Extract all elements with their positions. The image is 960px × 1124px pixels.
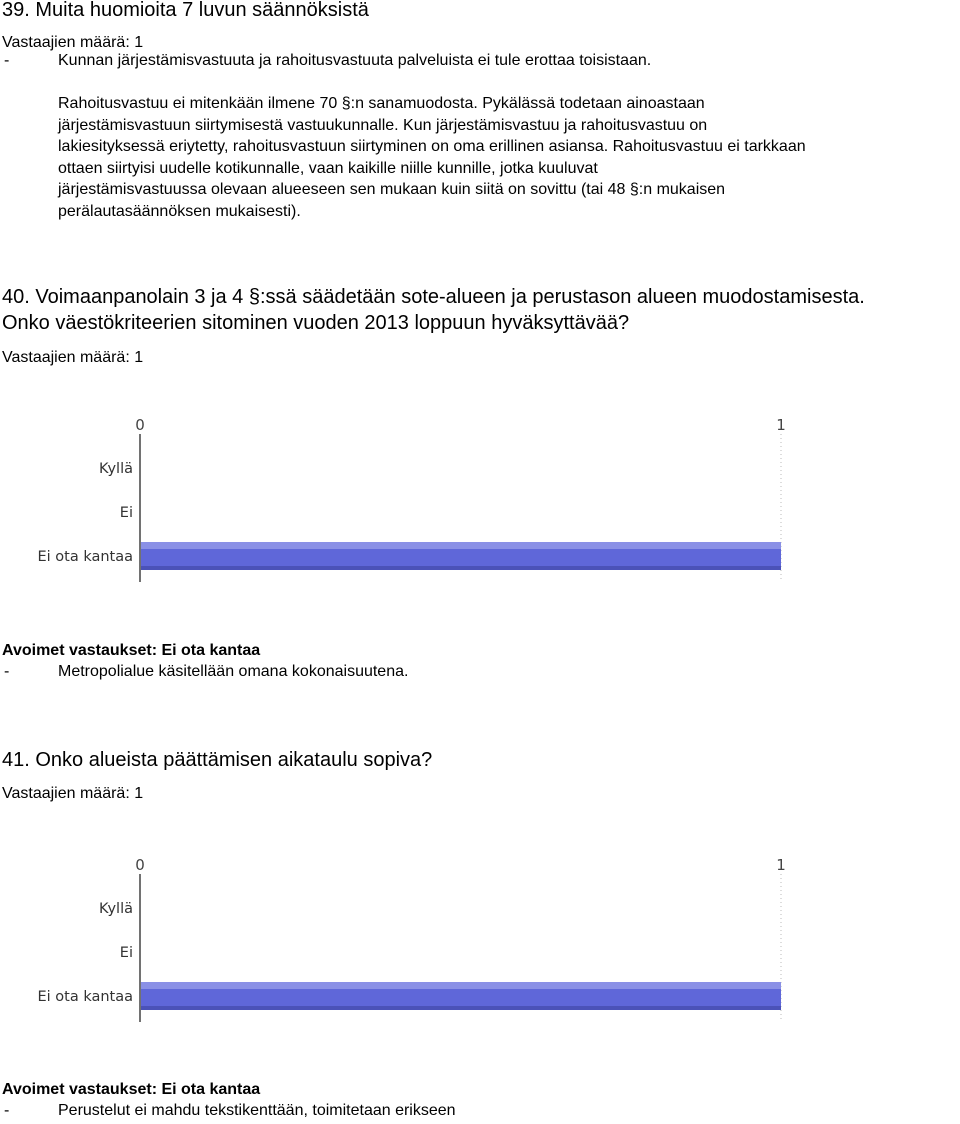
category-label: Ei bbox=[119, 945, 133, 961]
q40-respondent-count: Vastaajien määrä: 1 bbox=[2, 349, 144, 366]
q41-bar-chart bbox=[0, 850, 960, 1030]
bullet-dash: - bbox=[4, 1102, 10, 1119]
q39-answer-text: Kunnan järjestämisvastuuta ja rahoitusvastuuta palveluista ei tule erottaa toisistaan. bbox=[58, 52, 652, 69]
category-label: Kyllä bbox=[99, 461, 133, 477]
q41-respondent-count: Vastaajien määrä: 1 bbox=[2, 785, 144, 802]
q40-bar-chart bbox=[0, 410, 960, 590]
paragraph-line: ottaen siirtyisi uudelle kotikunnalle, vaan kaikille niille kunnille, jotka kuuluvat bbox=[58, 159, 598, 177]
bullet-dash: - bbox=[4, 52, 10, 69]
category-label: Ei bbox=[119, 505, 133, 521]
q40-open-answer-text: Metropolialue käsitellään omana kokonaisuutena. bbox=[58, 663, 409, 680]
paragraph-line: järjestämisvastuussa olevaan alueeseen sen mukaan kuin siitä on sovittu (tai 48 §:n mukaisen bbox=[58, 181, 726, 199]
q41-open-answers-heading: Avoimet vastaukset: Ei ota kantaa bbox=[2, 1081, 261, 1098]
bar-shade bbox=[141, 566, 781, 570]
bar-shade bbox=[141, 1006, 781, 1010]
q39-answer-paragraph bbox=[58, 93, 958, 223]
q41-title: 41. Onko alueista päättämisen aikataulu sopiva? bbox=[2, 749, 433, 771]
bar-highlight bbox=[141, 542, 781, 549]
paragraph-line: Rahoitusvastuu ei mitenkään ilmene 70 §:n sanamuodosta. Pykälässä todetaan ainoastaan bbox=[58, 95, 705, 112]
x-tick-label: 1 bbox=[776, 856, 786, 874]
q40-open-answers-heading: Avoimet vastaukset: Ei ota kantaa bbox=[2, 642, 261, 659]
category-label: Ei ota kantaa bbox=[37, 549, 133, 565]
paragraph-line: perälautasäännöksen mukaisesti). bbox=[58, 202, 301, 220]
q39-respondent-count: Vastaajien määrä: 1 bbox=[2, 34, 144, 51]
x-tick-label: 0 bbox=[135, 856, 145, 874]
x-tick-label: 1 bbox=[776, 416, 786, 434]
paragraph-line: lakiesityksessä eriytetty, rahoitusvastuun siirtyminen on oma erillinen asiansa. Rahoitusvastuu ei tarkkaan bbox=[58, 138, 806, 156]
category-label: Kyllä bbox=[99, 901, 133, 917]
paragraph-line: järjestämisvastuun siirtymisestä vastuukunnalle. Kun järjestämisvastuu ja rahoitusvastuu on bbox=[58, 116, 708, 134]
x-tick-label: 0 bbox=[135, 416, 145, 434]
q40-title-line2: Onko väestökriteerien sitominen vuoden 2013 loppuun hyväksyttävää? bbox=[2, 312, 630, 334]
bar-highlight bbox=[141, 982, 781, 989]
bullet-dash: - bbox=[4, 663, 10, 680]
q41-open-answer-text: Perustelut ei mahdu tekstikenttään, toimitetaan erikseen bbox=[58, 1102, 456, 1119]
q39-title: 39. Muita huomioita 7 luvun säännöksistä bbox=[2, 0, 369, 21]
category-label: Ei ota kantaa bbox=[37, 989, 133, 1005]
q40-title-line1: 40. Voimaanpanolain 3 ja 4 §:ssä säädetään sote-alueen ja perustason alueen muodostamisesta. bbox=[2, 286, 865, 308]
